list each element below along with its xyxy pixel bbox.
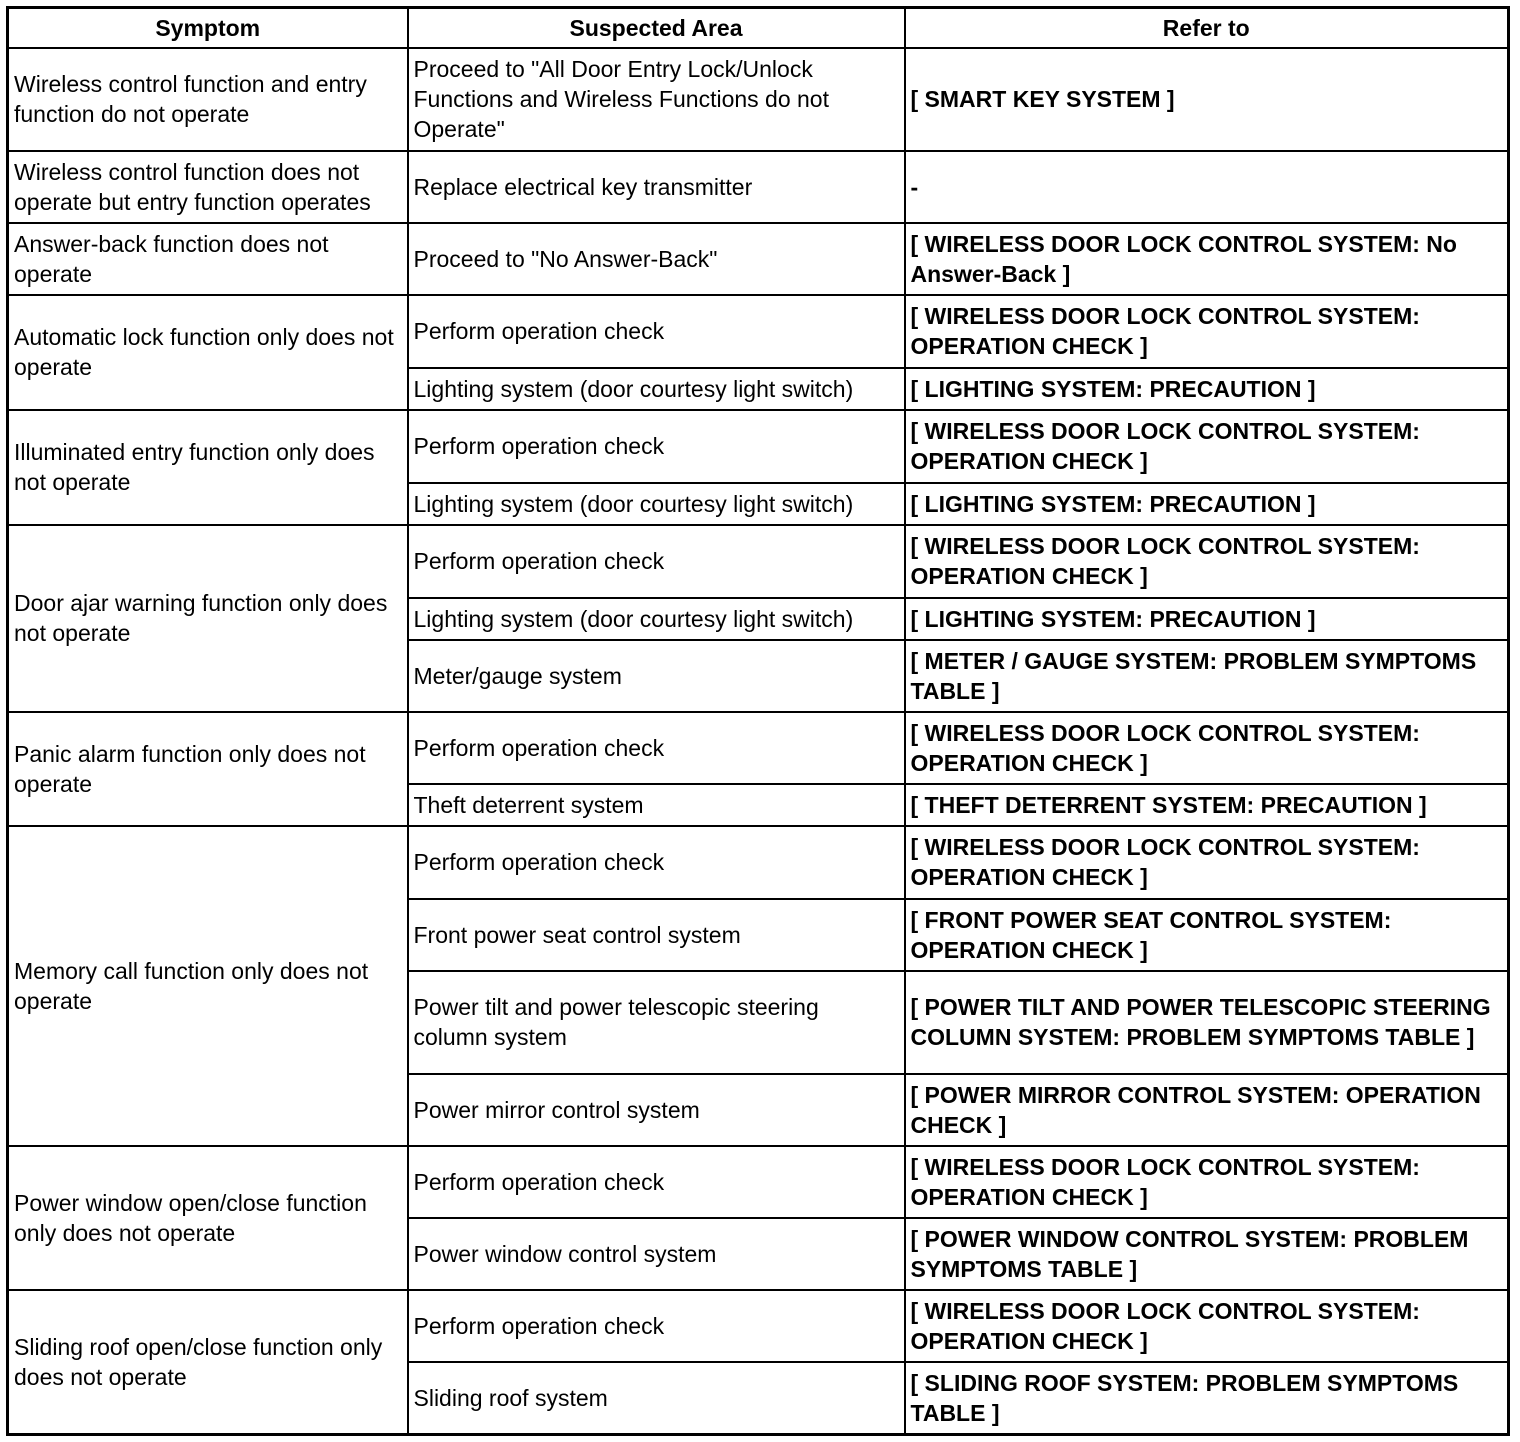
table-row: [8, 223, 1509, 295]
suspected-area-cell: Perform operation check: [408, 826, 905, 899]
symptom-cell: Answer-back function does not operate: [8, 223, 408, 295]
symptom-cell: Automatic lock function only does not operate: [8, 295, 408, 410]
refer-to-cell: [ POWER MIRROR CONTROL SYSTEM: OPERATION CHECK ]: [905, 1074, 1509, 1146]
refer-to-cell: [ WIRELESS DOOR LOCK CONTROL SYSTEM: OPERATION CHECK ]: [905, 525, 1509, 598]
suspected-area-cell: Perform operation check: [408, 1290, 905, 1362]
symptom-cell: Door ajar warning function only does not operate: [8, 525, 408, 712]
symptom-cell: Sliding roof open/close function only does not operate: [8, 1290, 408, 1435]
suspected-area-cell: Proceed to "No Answer-Back": [408, 223, 905, 295]
refer-to-cell: [ LIGHTING SYSTEM: PRECAUTION ]: [905, 483, 1509, 525]
suspected-area-cell: Meter/gauge system: [408, 640, 905, 712]
refer-to-cell: [ THEFT DETERRENT SYSTEM: PRECAUTION ]: [905, 784, 1509, 826]
suspected-area-cell: Proceed to "All Door Entry Lock/Unlock Functions and Wireless Functions do not Operate": [408, 48, 905, 151]
refer-to-cell: [ WIRELESS DOOR LOCK CONTROL SYSTEM: OPERATION CHECK ]: [905, 712, 1509, 784]
refer-to-cell: [ POWER TILT AND POWER TELESCOPIC STEERING COLUMN SYSTEM: PROBLEM SYMPTOMS TABLE ]: [905, 971, 1509, 1074]
header-suspected-area: Suspected Area: [408, 8, 905, 48]
refer-to-cell: [ LIGHTING SYSTEM: PRECAUTION ]: [905, 598, 1509, 640]
refer-to-cell: [ SLIDING ROOF SYSTEM: PROBLEM SYMPTOMS TABLE ]: [905, 1362, 1509, 1435]
refer-to-cell: [ LIGHTING SYSTEM: PRECAUTION ]: [905, 368, 1509, 410]
table-row: [8, 712, 1509, 784]
refer-to-cell: -: [905, 151, 1509, 223]
suspected-area-cell: Perform operation check: [408, 525, 905, 598]
symptom-cell: Panic alarm function only does not operate: [8, 712, 408, 826]
refer-to-cell: [ WIRELESS DOOR LOCK CONTROL SYSTEM: OPERATION CHECK ]: [905, 295, 1509, 368]
refer-to-cell: [ SMART KEY SYSTEM ]: [905, 48, 1509, 151]
symptom-cell: Wireless control function and entry function do not operate: [8, 48, 408, 151]
suspected-area-cell: Lighting system (door courtesy light switch): [408, 598, 905, 640]
refer-to-cell: [ WIRELESS DOOR LOCK CONTROL SYSTEM: OPERATION CHECK ]: [905, 1290, 1509, 1362]
refer-to-cell: [ WIRELESS DOOR LOCK CONTROL SYSTEM: OPERATION CHECK ]: [905, 1146, 1509, 1218]
suspected-area-cell: Theft deterrent system: [408, 784, 905, 826]
table-row: [8, 295, 1509, 368]
table-row: [8, 1146, 1509, 1218]
suspected-area-cell: Perform operation check: [408, 712, 905, 784]
refer-to-cell: [ WIRELESS DOOR LOCK CONTROL SYSTEM: OPERATION CHECK ]: [905, 826, 1509, 899]
suspected-area-cell: Perform operation check: [408, 1146, 905, 1218]
suspected-area-cell: Lighting system (door courtesy light switch): [408, 483, 905, 525]
suspected-area-cell: Replace electrical key transmitter: [408, 151, 905, 223]
table-row: [8, 151, 1509, 223]
symptom-cell: Wireless control function does not operate but entry function operates: [8, 151, 408, 223]
table-row: [8, 1290, 1509, 1362]
refer-to-cell: [ METER / GAUGE SYSTEM: PROBLEM SYMPTOMS TABLE ]: [905, 640, 1509, 712]
suspected-area-cell: Perform operation check: [408, 295, 905, 368]
table-row: [8, 525, 1509, 598]
header-refer-to: Refer to: [905, 8, 1509, 48]
suspected-area-cell: Perform operation check: [408, 410, 905, 483]
refer-to-cell: [ FRONT POWER SEAT CONTROL SYSTEM: OPERATION CHECK ]: [905, 899, 1509, 971]
suspected-area-cell: Sliding roof system: [408, 1362, 905, 1435]
suspected-area-cell: Power tilt and power telescopic steering column system: [408, 971, 905, 1074]
suspected-area-cell: Lighting system (door courtesy light switch): [408, 368, 905, 410]
refer-to-cell: [ POWER WINDOW CONTROL SYSTEM: PROBLEM SYMPTOMS TABLE ]: [905, 1218, 1509, 1290]
symptom-cell: Memory call function only does not operate: [8, 826, 408, 1146]
table-row: [8, 410, 1509, 483]
symptom-cell: Illuminated entry function only does not operate: [8, 410, 408, 525]
refer-to-cell: [ WIRELESS DOOR LOCK CONTROL SYSTEM: No Answer-Back ]: [905, 223, 1509, 295]
header-symptom: Symptom: [8, 8, 408, 48]
table-row: [8, 48, 1509, 151]
table-header-row: [8, 8, 1509, 48]
suspected-area-cell: Power window control system: [408, 1218, 905, 1290]
table-row: [8, 826, 1509, 899]
refer-to-cell: [ WIRELESS DOOR LOCK CONTROL SYSTEM: OPERATION CHECK ]: [905, 410, 1509, 483]
problem-symptoms-table: [6, 6, 1510, 1436]
symptom-cell: Power window open/close function only does not operate: [8, 1146, 408, 1290]
suspected-area-cell: Power mirror control system: [408, 1074, 905, 1146]
suspected-area-cell: Front power seat control system: [408, 899, 905, 971]
